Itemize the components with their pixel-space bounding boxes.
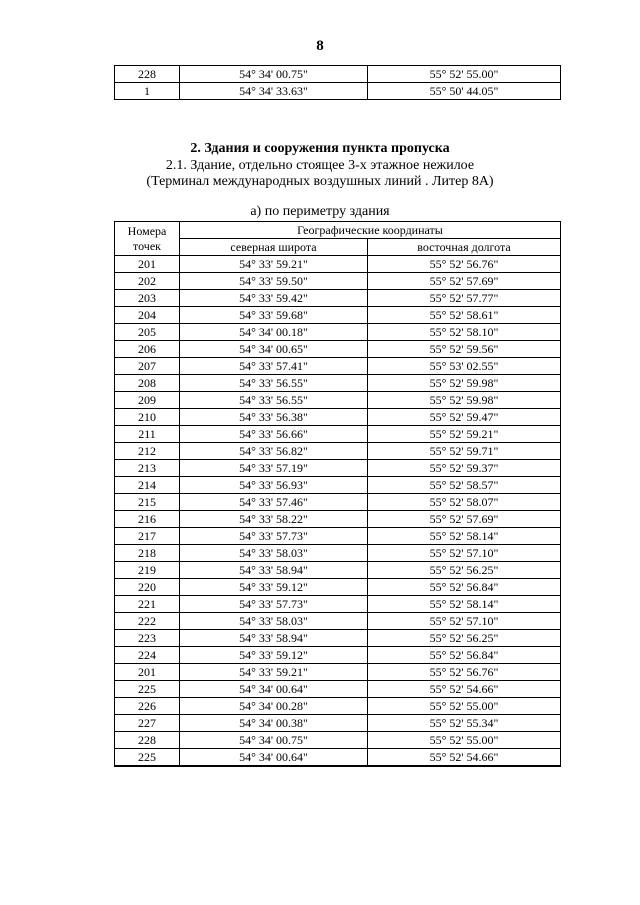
latitude-cell: 54° 34' 00.65": [180, 341, 368, 358]
latitude-cell: 54° 33' 57.46": [180, 494, 368, 511]
longitude-cell: 55° 52' 56.84": [368, 647, 561, 664]
top-coordinates-table: [114, 65, 561, 100]
point-number-cell: 226: [115, 698, 180, 715]
point-number-cell: 228: [115, 732, 180, 749]
table-row: [115, 664, 561, 681]
table-row: [115, 681, 561, 698]
table-row: [115, 630, 561, 647]
table-row: [115, 358, 561, 375]
point-number-cell: 211: [115, 426, 180, 443]
table-row: [115, 477, 561, 494]
latitude-cell: 54° 33' 59.21": [180, 256, 368, 273]
longitude-cell: 55° 50' 44.05": [368, 83, 561, 100]
latitude-cell: 54° 33' 57.19": [180, 460, 368, 477]
latitude-cell: 54° 33' 56.66": [180, 426, 368, 443]
longitude-cell: 55° 52' 56.76": [368, 664, 561, 681]
latitude-cell: 54° 34' 00.75": [180, 66, 368, 83]
table-row: [115, 647, 561, 664]
point-number-cell: 212: [115, 443, 180, 460]
table-row: [115, 409, 561, 426]
table-row: [115, 698, 561, 715]
point-number-cell: 204: [115, 307, 180, 324]
table-row: [115, 545, 561, 562]
latitude-cell: 54° 33' 59.50": [180, 273, 368, 290]
longitude-cell: 55° 52' 58.14": [368, 528, 561, 545]
table-row: [115, 528, 561, 545]
point-number-cell: 223: [115, 630, 180, 647]
latitude-cell: 54° 33' 56.82": [180, 443, 368, 460]
table-row: [115, 256, 561, 273]
longitude-cell: 55° 52' 57.77": [368, 290, 561, 307]
point-number-cell: 216: [115, 511, 180, 528]
longitude-cell: 55° 52' 55.00": [368, 66, 561, 83]
longitude-cell: 55° 52' 59.47": [368, 409, 561, 426]
point-number-cell: 227: [115, 715, 180, 732]
point-number-cell: 206: [115, 341, 180, 358]
table-row: [115, 83, 561, 100]
table-row: [115, 732, 561, 749]
point-number-cell: 220: [115, 579, 180, 596]
latitude-cell: 54° 33' 59.12": [180, 579, 368, 596]
point-number-cell: 1: [115, 83, 180, 100]
longitude-cell: 55° 52' 59.71": [368, 443, 561, 460]
longitude-cell: 55° 52' 57.10": [368, 545, 561, 562]
latitude-cell: 54° 34' 00.64": [180, 681, 368, 698]
longitude-cell: 55° 52' 55.00": [368, 732, 561, 749]
table-row: [115, 494, 561, 511]
point-number-cell: 215: [115, 494, 180, 511]
table-row: [115, 375, 561, 392]
header-geographic-coordinates: Географические координаты: [180, 222, 561, 239]
latitude-cell: 54° 33' 58.22": [180, 511, 368, 528]
table-row: [115, 511, 561, 528]
latitude-cell: 54° 33' 58.94": [180, 630, 368, 647]
header-point-numbers-line1: Номера: [127, 223, 167, 238]
latitude-cell: 54° 33' 59.68": [180, 307, 368, 324]
point-number-cell: 221: [115, 596, 180, 613]
table-row: [115, 443, 561, 460]
latitude-cell: 54° 33' 56.55": [180, 392, 368, 409]
table-row: [115, 715, 561, 732]
longitude-cell: 55° 52' 59.37": [368, 460, 561, 477]
longitude-cell: 55° 52' 58.10": [368, 324, 561, 341]
latitude-cell: 54° 33' 56.55": [180, 375, 368, 392]
latitude-cell: 54° 34' 33.63": [180, 83, 368, 100]
table-row: [115, 307, 561, 324]
header-point-numbers-line2: точек: [133, 238, 161, 253]
page-number: 8: [316, 38, 324, 54]
longitude-cell: 55° 53' 02.55": [368, 358, 561, 375]
point-number-cell: 217: [115, 528, 180, 545]
point-number-cell: 218: [115, 545, 180, 562]
longitude-cell: 55° 52' 58.14": [368, 596, 561, 613]
latitude-cell: 54° 33' 58.03": [180, 613, 368, 630]
longitude-cell: 55° 52' 56.25": [368, 630, 561, 647]
table-subheader-row: [115, 239, 561, 256]
point-number-cell: 205: [115, 324, 180, 341]
longitude-cell: 55° 52' 56.76": [368, 256, 561, 273]
latitude-cell: 54° 34' 00.75": [180, 732, 368, 749]
point-number-cell: 207: [115, 358, 180, 375]
latitude-cell: 54° 34' 00.38": [180, 715, 368, 732]
point-number-cell: 219: [115, 562, 180, 579]
table-row: [115, 596, 561, 613]
header-north-latitude: северная широта: [180, 239, 368, 256]
table-row: [115, 273, 561, 290]
point-number-cell: 224: [115, 647, 180, 664]
longitude-cell: 55° 52' 59.56": [368, 341, 561, 358]
longitude-cell: 55° 52' 57.69": [368, 273, 561, 290]
longitude-cell: 55° 52' 59.98": [368, 392, 561, 409]
table-row: [115, 613, 561, 630]
subsection-perimeter-label: а) по периметру здания: [250, 204, 390, 219]
point-number-cell: 210: [115, 409, 180, 426]
table-row: [115, 66, 561, 83]
latitude-cell: 54° 33' 57.73": [180, 528, 368, 545]
point-number-cell: 213: [115, 460, 180, 477]
point-number-cell: 208: [115, 375, 180, 392]
building-perimeter-table: [114, 221, 561, 767]
point-number-cell: 225: [115, 681, 180, 698]
point-number-cell: 209: [115, 392, 180, 409]
latitude-cell: 54° 33' 58.94": [180, 562, 368, 579]
longitude-cell: 55° 52' 58.57": [368, 477, 561, 494]
latitude-cell: 54° 33' 59.21": [180, 664, 368, 681]
longitude-cell: 55° 52' 58.07": [368, 494, 561, 511]
longitude-cell: 55° 52' 54.66": [368, 749, 561, 767]
header-point-numbers: [115, 222, 180, 256]
latitude-cell: 54° 34' 00.28": [180, 698, 368, 715]
point-number-cell: 222: [115, 613, 180, 630]
longitude-cell: 55° 52' 59.21": [368, 426, 561, 443]
point-number-cell: 225: [115, 749, 180, 767]
table-row: [115, 341, 561, 358]
longitude-cell: 55° 52' 56.84": [368, 579, 561, 596]
latitude-cell: 54° 33' 56.38": [180, 409, 368, 426]
section-subtitle: 2.1. Здание, отдельно стоящее 3-х этажное нежилое: [165, 158, 475, 173]
longitude-cell: 55° 52' 58.61": [368, 307, 561, 324]
longitude-cell: 55° 52' 57.69": [368, 511, 561, 528]
table-header-row: [115, 222, 561, 239]
longitude-cell: 55° 52' 59.98": [368, 375, 561, 392]
table-row: [115, 324, 561, 341]
table-row: [115, 290, 561, 307]
point-number-cell: 201: [115, 256, 180, 273]
longitude-cell: 55° 52' 55.00": [368, 698, 561, 715]
latitude-cell: 54° 33' 59.12": [180, 647, 368, 664]
longitude-cell: 55° 52' 56.25": [368, 562, 561, 579]
table-row: [115, 562, 561, 579]
top-table-body: [115, 66, 561, 100]
section-title: 2. Здания и сооружения пункта пропуска: [190, 141, 450, 156]
main-table-body: [115, 256, 561, 767]
table-row: [115, 579, 561, 596]
latitude-cell: 54° 34' 00.18": [180, 324, 368, 341]
point-number-cell: 202: [115, 273, 180, 290]
longitude-cell: 55° 52' 57.10": [368, 613, 561, 630]
latitude-cell: 54° 33' 58.03": [180, 545, 368, 562]
longitude-cell: 55° 52' 54.66": [368, 681, 561, 698]
table-row: [115, 460, 561, 477]
header-east-longitude: восточная долгота: [368, 239, 561, 256]
point-number-cell: 201: [115, 664, 180, 681]
point-number-cell: 214: [115, 477, 180, 494]
longitude-cell: 55° 52' 55.34": [368, 715, 561, 732]
section-subtitle-terminal: (Терминал международных воздушных линий . Литер 8А): [146, 174, 494, 189]
latitude-cell: 54° 34' 00.64": [180, 749, 368, 767]
point-number-cell: 228: [115, 66, 180, 83]
latitude-cell: 54° 33' 56.93": [180, 477, 368, 494]
latitude-cell: 54° 33' 57.73": [180, 596, 368, 613]
latitude-cell: 54° 33' 59.42": [180, 290, 368, 307]
table-row: [115, 392, 561, 409]
table-row: [115, 426, 561, 443]
point-number-cell: 203: [115, 290, 180, 307]
latitude-cell: 54° 33' 57.41": [180, 358, 368, 375]
table-row: [115, 749, 561, 767]
